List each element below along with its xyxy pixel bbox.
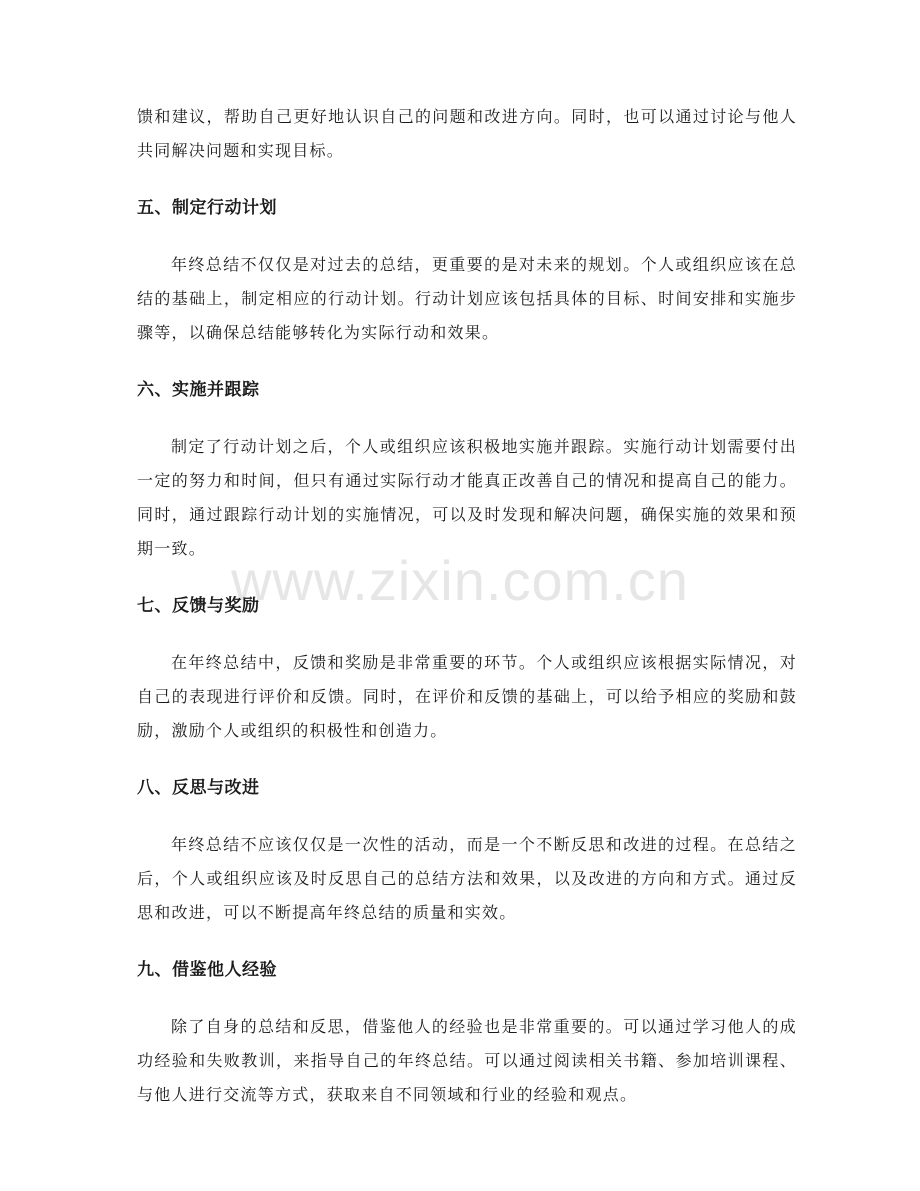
section-heading: 九、借鉴他人经验 <box>137 960 277 980</box>
section-heading: 六、实施并跟踪 <box>137 380 260 400</box>
section-paragraph: 在年终总结中，反馈和奖励是非常重要的环节。个人或组织应该根据实际情况，对自己的表现进行评价和反馈。同时，在评价和反馈的基础上，可以给予相应的奖励和鼓励，激励个人或组织的积极性和创造力。 <box>137 653 797 740</box>
section-heading: 八、反思与改进 <box>137 778 260 798</box>
watermark: www.zixin.com.cn <box>231 549 689 612</box>
section-8 <box>137 771 797 930</box>
section-6 <box>137 373 797 566</box>
section-paragraph: 年终总结不仅仅是对过去的总结，更重要的是对未来的规划。个人或组织应该在总结的基础上，制定相应的行动计划。行动计划应该包括具体的目标、时间安排和实施步骤等，以确保总结能够转化为实际行动和效果。 <box>137 255 797 342</box>
document-body <box>137 100 797 1112</box>
section-7 <box>137 589 797 748</box>
section-5 <box>137 191 797 350</box>
section-heading: 七、反馈与奖励 <box>137 596 260 616</box>
section-heading: 五、制定行动计划 <box>137 198 277 218</box>
section-paragraph: 除了自身的总结和反思，借鉴他人的经验也是非常重要的。可以通过学习他人的成功经验和失败教训，来指导自己的年终总结。可以通过阅读相关书籍、参加培训课程、与他人进行交流等方式，获取来自不同领域和行业的经验和观点。 <box>137 1017 797 1104</box>
intro-paragraph: 馈和建议，帮助自己更好地认识自己的问题和改进方向。同时，也可以通过讨论与他人共同解决问题和实现目标。 <box>137 107 797 160</box>
section-paragraph: 制定了行动计划之后，个人或组织应该积极地实施并跟踪。实施行动计划需要付出一定的努力和时间，但只有通过实际行动才能真正改善自己的情况和提高自己的能力。同时，通过跟踪行动计划的实施情况，可以及时发现和解决问题，确保实施的效果和预期一致。 <box>137 437 797 558</box>
section-9 <box>137 953 797 1112</box>
section-paragraph: 年终总结不应该仅仅是一次性的活动，而是一个不断反思和改进的过程。在总结之后，个人或组织应该及时反思自己的总结方法和效果，以及改进的方向和方式。通过反思和改进，可以不断提高年终总结的质量和实效。 <box>137 835 797 922</box>
